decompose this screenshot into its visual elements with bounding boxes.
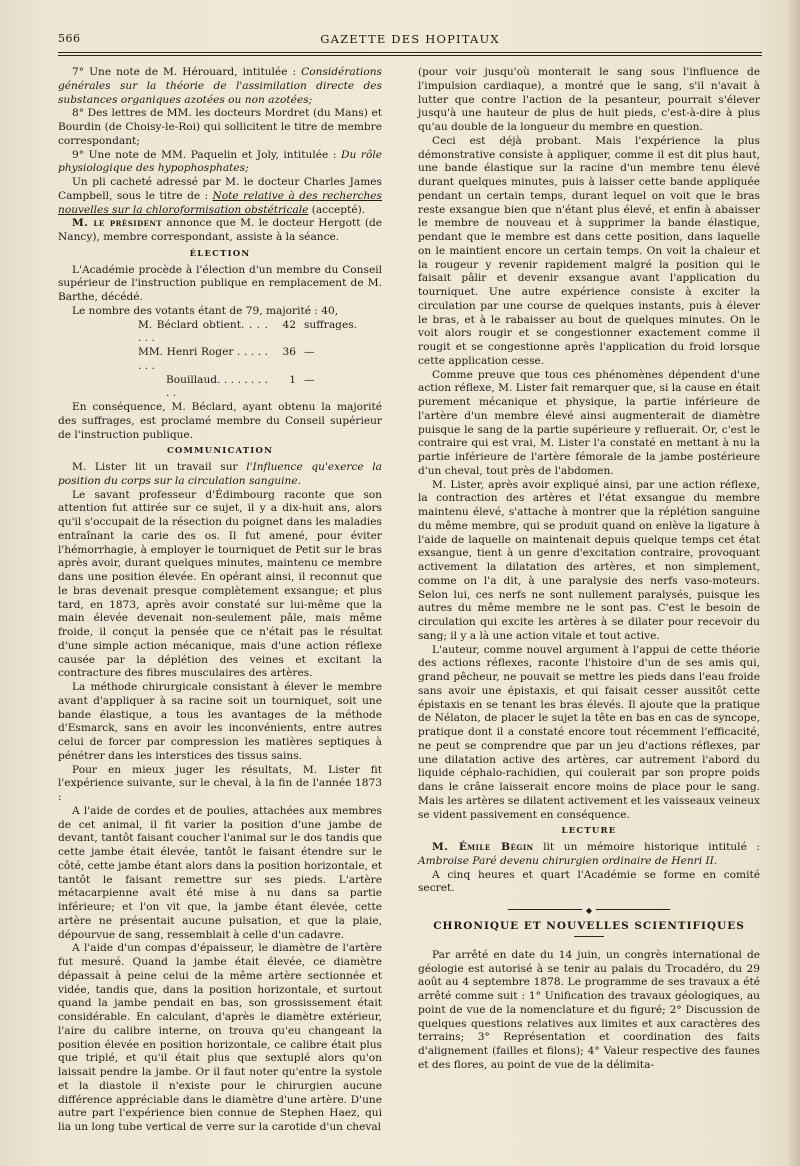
heading-election: ÉLECTION: [189, 248, 251, 259]
heading-communication: COMMUNICATION: [166, 446, 274, 457]
paragraph-experience: Pour en mieux juger les résultats, M. Lister fit l'expérience suivante, sur le cheval, à la fin de l'année 1873 :: [58, 763, 382, 803]
paragraph-comite: A cinq heures et quart l'Académie se forme en comité secret.: [418, 868, 760, 895]
short-rule: [574, 936, 604, 937]
vote-row: Bouillaud. . . . . . . . . . 1 —: [166, 373, 315, 400]
vote-row: M. Béclard obtient. . . . . . . 42 suffrages.: [138, 318, 358, 345]
paragraph-methode: La méthode chirurgicale consistant à élever le membre avant d'appliquer à sa racine soit un tourniquet, soit une bande élastique, a tous les avantages de la méthode d'Esmarck, sans en avoir les inconvénients, entre autres celui de forcer par compression les matières septiques à pénétrer dans les interstices des tissus sains.: [58, 681, 382, 762]
paragraph-begin: M. Émile Bégin lit un mémoire historique intitulé : Ambroise Paré devenu chirurgien ordinaire de Henri II.: [418, 841, 760, 867]
diamond-ornament-icon: ◆: [582, 904, 596, 918]
paragraph-compas: A l'aide d'un compas d'épaisseur, le diamètre de l'artère fut mesuré. Quand la jambe était élevée, ce diamètre dépassait à peine celui de la même artère sectionnée et vidée, tandis que, dans la position horizontale, et surtout quand la jambe pendait en bas, son grossissement était considérable. En calculant, d'après le diamètre extérieur, l'aire du calibre interne, on trouva qu'eu changeant la position élevée en position horizontale, ce calibre était plus que triplé, et qu'il était plus que sextuplé alors qu'on laissait pendre la jambe. Or il faut noter qu'entre la systole et la diastole il n'existe pour le chirurgien aucune différence appréciable dans le diamètre d'une artère. D'une autre part l'expérience bien connue de Stephen Haez, qui lia un long tube vertical de verre sur la carotide d'un cheval: [58, 942, 382, 1133]
paragraph-lister-intro: M. Lister lit un travail sur l'Influence qu'exerce la position du corps sur la circulation sanguine.: [58, 461, 382, 487]
paragraph-probant: Ceci est déjà probant. Mais l'expérience la plus démonstrative consiste à appliquer, comme il est dit plus haut, une bande élastique sur la racine d'un membre tenu élevé durant quelques minutes, puis à laisser cette bande appliquée pendant un certain temps, durant lequel on voit que le bras reste exsangue bien que n'étant plus élevé, et enfin à abaisser le membre de nouveau et à supprimer la bande élastique, pendant que le membre est dans cette position, dans laquelle on le maintient encore un certain temps. On voit la chaleur et la rougeur y revenir rapidement malgré la position qui le faisait pâlir et devenir exsangue avant l'application du tourniquet. Une autre expérience consiste à exciter la circulation par une course de quelques instants, puis à élever le bras, et à le rabaisser au bout de quelques minutes. On le voit alors rougir et se congestionner exactement comme il rougit et se congestionne après l'application du froid lorsque cette application cesse.: [418, 134, 760, 367]
right-column: [418, 66, 760, 1073]
left-column: [58, 66, 382, 1135]
paragraph-pli-cachete: Un pli cacheté adressé par M. le docteur Charles James Campbell, sous le titre de : Note relative à des recherches nouvelles sur la chloroformisation obstétricale (accepté).: [58, 176, 382, 216]
paragraph-election: L'Académie procède à l'élection d'un membre du Conseil supérieur de l'instruction publique en remplacement de M. Barthe, décédé.: [58, 263, 382, 303]
paragraph-herouard: 7° Une note de M. Hérouard, intitulée : Considérations générales sur la théorie de l'assimilation directe des substances organiques azotées ou non azotées;: [58, 66, 382, 106]
page-number: 566: [58, 32, 81, 45]
section-divider: [418, 904, 760, 914]
paragraph-continuation: (pour voir jusqu'où monterait le sang sous l'influence de l'impulsion cardiaque), a montré que le sang, s'il n'avait à lutter que contre l'action de la pesanteur, pourrait s'élever jusqu'à une hauteur de plus de huit pieds, c'est-à-dire à plus qu'au double de la longueur du membre en question.: [418, 66, 760, 133]
paragraph-congres: Par arrêté en date du 14 juin, un congrès international de géologie est autorisé à se tenir au palais du Trocadéro, du 29 août au 4 septembre 1878. Le programme de ses travaux a été arrêté comme suit : 1° Unification des travaux géologiques, au point de vue de la nomenclature et du figuré; 2° Discussion de quelques questions relatives aux limites et aux caractères des terrains; 3° Représentation et coordination des faits d'alignement (failles et filons); 4° Valeur respective des faunes et des flores, au point de vue de la délimita-: [418, 948, 760, 1071]
paragraph-cordes: A l'aide de cordes et de poulies, attachées aux membres de cet animal, il fit varier la position d'une jambe de devant, tantôt faisant coucher l'animal sur le dos tandis que cette jambe était élevée, tantôt le faisant étendre sur le côté, cette jambe étant alors dans la position horizontale, et tantôt le faisant remettre sur ses pieds. L'artère métacarpienne avait été mise à nu dans sa partie inférieure; et l'on vit que, la jambe étant élevée, cette artère ne présentait aucune pulsation, et que la plaie, dépourvue de sang, ressemblait à celle d'un cadavre.: [58, 804, 382, 941]
header-rule-double: [58, 55, 762, 56]
paragraph-lettres: 8° Des lettres de MM. les docteurs Mordret (du Mans) et Bourdin (de Choisy-le-Roi) qui sollicitent le titre de membre correspondant;: [58, 107, 382, 147]
paragraph-auteur: L'auteur, comme nouvel argument à l'appui de cette théorie des actions réflexes, raconte l'histoire d'un de ses amis qui, grand pêcheur, ne pouvait se mettre les pieds dans l'eau froide sans avoir une épistaxis, et qui faisait cesser aussitôt cette épistaxis en se tenant les bras élevés. Il ajoute que la pratique de Nélaton, de placer le sujet la tête en bas en cas de syncope, pratique dont il a constaté encore tout récemment l'efficacité, ne peut se comprendre que par un jeu d'actions réflexes, par une dilatation active des artères, car autrement l'abord du liquide céphalo-rachidien, qui coulerait par son propre poids dans le crâne laisserait encore moins de place pour le sang. Mais les artères se dilatent activement et les vaisseaux veineux se vident passivement en conséquence.: [418, 643, 760, 821]
vote-row: MM. Henri Roger . . . . . . . . 36 —: [138, 346, 315, 372]
paragraph-paquelin: 9° Une note de MM. Paquelin et Joly, intitulée : Du rôle physiologique des hypophosphates;: [58, 148, 382, 175]
vote-table: [58, 319, 382, 402]
journal-title: GAZETTE DES HOPITAUX: [320, 32, 500, 46]
paragraph-votants: Le nombre des votants étant de 79, majorité : 40,: [72, 304, 339, 317]
paragraph-professeur: Le savant professeur d'Édimbourg raconte que son attention fut attirée sur ce sujet, il y a dix-huit ans, alors qu'il s'occupait de la résection du poignet dans les maladies entraînant la carie des os. Il fut amené, pour éviter l'hémorrhagie, à employer le tourniquet de Petit sur le bras après avoir, durant quelques minutes, maintenu ce membre dans une position élevée. En opérant ainsi, il reconnut que le bras devenait presque complètement exsangue; et plus tard, en 1873, après avoir constaté sur lui-même que la main élevée devenait non-seulement pâle, mais même froide, il conçut la pensée que ce n'était pas le résultat d'une simple action mécanique, mais d'une action réflexe causée par la déplétion des veines et excitant la contracture des fibres musculaires des artères.: [58, 488, 382, 680]
page-edge-shadow: [786, 0, 800, 1166]
heading-lecture: LECTURE: [561, 826, 617, 837]
paragraph-president: M. le président annonce que M. le docteur Hergott (de Nancy), membre correspondant, assiste à la séance.: [58, 217, 382, 243]
section-title-chronique: CHRONIQUE ET NOUVELLES SCIENTIFIQUES: [433, 920, 745, 932]
paragraph-consequence: En conséquence, M. Béclard, ayant obtenu la majorité des suffrages, est proclamé membre du Conseil supérieur de l'instruction publique.: [58, 401, 382, 441]
paragraph-reflexe: M. Lister, après avoir expliqué ainsi, par une action réflexe, la contraction des artères et l'état exsangue du membre maintenu élevé, s'attache à montrer que la réplétion sanguine du même membre, qui se produit quand on enlève la ligature à l'aide de laquelle on maintenait depuis quelque temps cet état exsangue, tient à un genre d'excitation contraire, provoquant activement la dilatation des artères, et non simplement, comme on l'a dit, à une paralysie des nerfs vaso-moteurs. Selon lui, ces nerfs ne sont nullement paralysés, puisque les autres du même membre ne le sont pas. C'est le besoin de circulation qui excite les artères à se dilater pour recevoir du sang; il y a là une action vitale et tout active.: [418, 478, 760, 642]
paragraph-preuve: Comme preuve que tous ces phénomènes dépendent d'une action réflexe, M. Lister fait remarquer que, si la cause en était purement mécanique et physique, la partie inférieure de l'artère d'un membre élevé ainsi augmenterait de diamètre puisque le sang de la partie supérieure y refluerait. Or, c'est le contraire qui est vrai, M. Lister l'a constaté en mettant à nu la partie inférieure de l'artère fémorale de la jambe postérieure d'un cheval, tout près de l'abdomen.: [418, 368, 760, 477]
page-header: [58, 28, 762, 50]
header-rule: [58, 52, 762, 53]
